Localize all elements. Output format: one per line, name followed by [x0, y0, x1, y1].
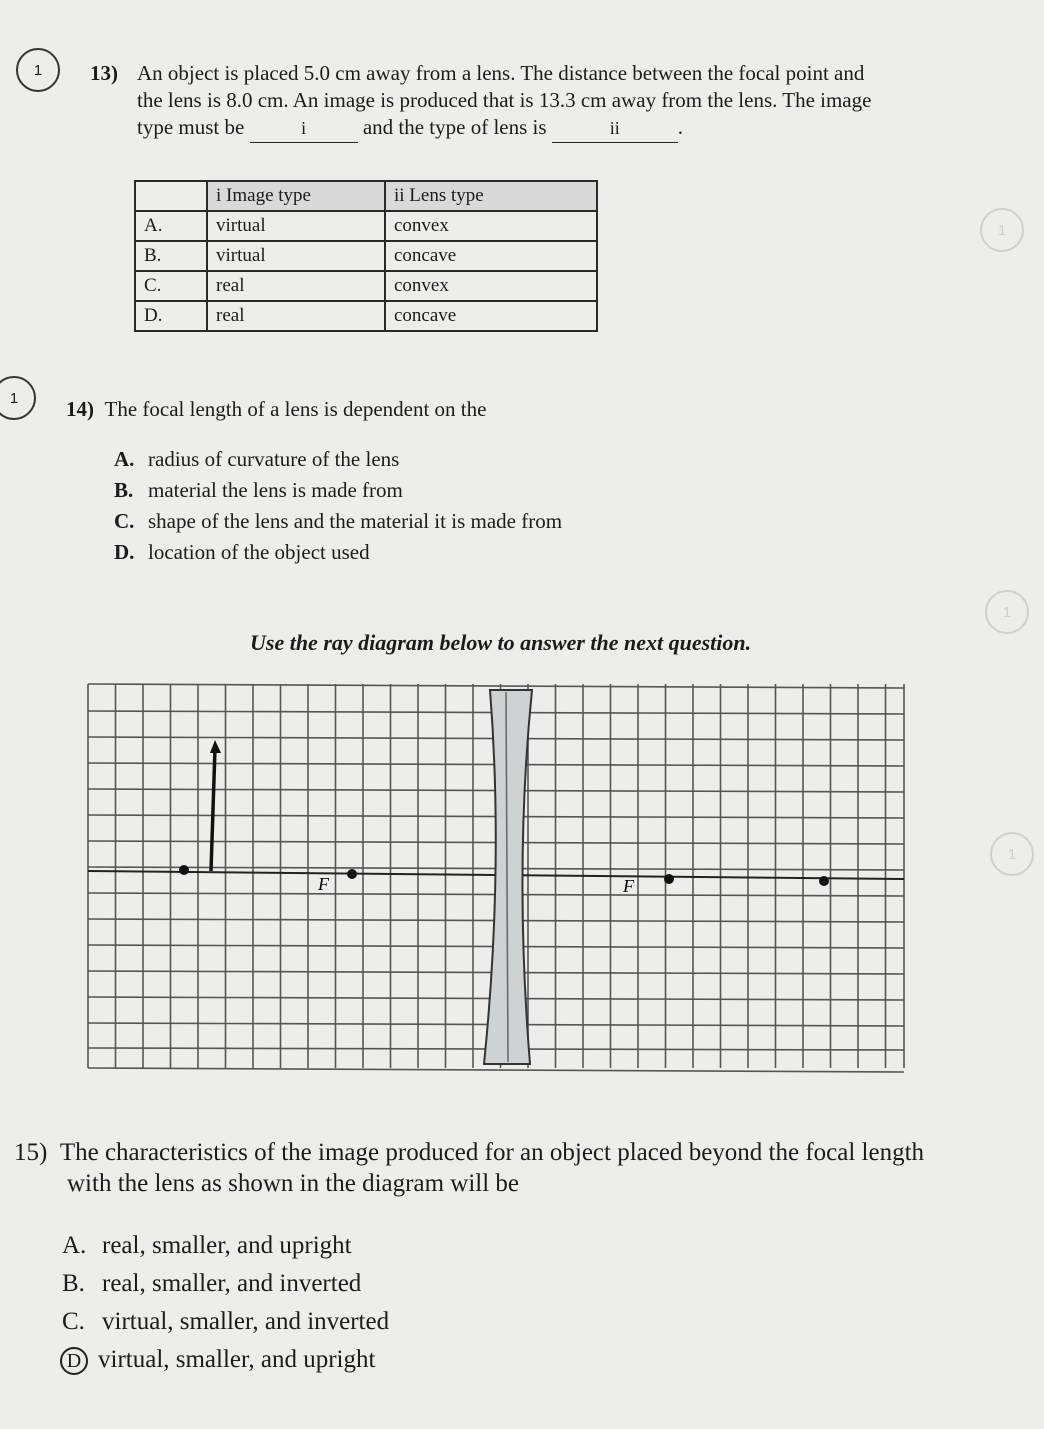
- focal-point-right: [664, 874, 674, 884]
- list-item[interactable]: [114, 537, 562, 568]
- q14-option-letter: D.: [114, 540, 135, 564]
- q13-row-lens: convex: [385, 211, 597, 241]
- q14-options: [114, 444, 562, 568]
- point-2f-left: [179, 865, 189, 875]
- q13-points-circle: 1: [16, 48, 60, 92]
- q14-option-letter: B.: [114, 478, 134, 502]
- focal-point-left: [347, 869, 357, 879]
- q14-option-letter: C.: [114, 509, 135, 533]
- list-item[interactable]: [62, 1265, 389, 1303]
- q13-row-lens: concave: [385, 241, 597, 271]
- q13-number: [90, 60, 118, 87]
- q15-option-letter: C.: [62, 1308, 85, 1335]
- q14-option-text: shape of the lens and the material it is made from: [148, 509, 563, 533]
- q13-blank-i: i: [250, 115, 358, 143]
- q13-row-image: virtual: [207, 211, 385, 241]
- q15-option-text: virtual, smaller, and inverted: [102, 1308, 390, 1335]
- table-row: [135, 211, 597, 241]
- q15-selected-answer-circle: D: [60, 1347, 88, 1375]
- q13-table-corner: [135, 181, 207, 211]
- q15-line2: with the lens as shown in the diagram will be: [67, 1170, 520, 1197]
- list-item[interactable]: [114, 506, 562, 537]
- list-item[interactable]: [62, 1303, 389, 1341]
- q13-row-letter: C.: [135, 271, 207, 301]
- q13-row-letter: B.: [135, 241, 207, 271]
- q15-option-text: real, smaller, and upright: [102, 1232, 352, 1259]
- q14-option-letter: A.: [114, 447, 135, 471]
- q13-blank-ii: ii: [552, 115, 678, 143]
- q13-stem: [137, 60, 967, 143]
- diagram-instruction: Use the ray diagram below to answer the next question.: [250, 630, 752, 655]
- focal-label-left: F: [318, 874, 329, 894]
- bleed-points-circle: 1: [990, 832, 1034, 876]
- q13-table-header: [135, 181, 597, 211]
- q15-options: [62, 1227, 389, 1379]
- q13-line1: An object is placed 5.0 cm away from a lens. The distance between the focal point and: [137, 61, 865, 85]
- bleed-points-circle: 1: [980, 208, 1024, 252]
- q14-option-text: radius of curvature of the lens: [148, 447, 400, 471]
- q13-row-letter: D.: [135, 301, 207, 331]
- q13-row-lens: concave: [385, 301, 597, 331]
- q13-row-lens: convex: [385, 271, 597, 301]
- q14-option-text: location of the object used: [148, 540, 370, 564]
- q15-number: 15): [14, 1139, 48, 1166]
- q15-option-letter: B.: [62, 1270, 85, 1297]
- q13-col-lens-type: ii Lens type: [385, 181, 597, 211]
- q15-line1-row: [14, 1137, 924, 1168]
- q13-row-image: real: [207, 301, 385, 331]
- q13-col-image-type: i Image type: [207, 181, 385, 211]
- q13-line2: the lens is 8.0 cm. An image is produced that is 13.3 cm away from the lens. The image: [137, 88, 872, 112]
- q14-number: 14): [66, 397, 94, 421]
- list-item[interactable]: [62, 1341, 389, 1379]
- q13-line3-a: type must be: [137, 115, 245, 139]
- q13-row-image: real: [207, 271, 385, 301]
- object-arrow: [211, 748, 215, 871]
- q13-answer-table: [134, 180, 598, 332]
- q13-line3-end: .: [677, 115, 684, 139]
- focal-label-right: F: [623, 876, 634, 896]
- list-item[interactable]: [114, 475, 562, 506]
- q13-line3-b: and the type of lens is: [362, 115, 547, 139]
- q14-stem: [66, 396, 486, 423]
- list-item[interactable]: [114, 444, 562, 475]
- q13-number-label: 13): [90, 61, 118, 85]
- list-item[interactable]: [62, 1227, 389, 1265]
- q13-row-letter: A.: [135, 211, 207, 241]
- q14-points-circle: 1: [0, 376, 36, 420]
- q14-option-text: material the lens is made from: [148, 478, 403, 502]
- q15-option-text: virtual, smaller, and upright: [98, 1346, 376, 1373]
- bleed-points-circle: 1: [985, 590, 1029, 634]
- q13-row-image: virtual: [207, 241, 385, 271]
- table-row: [135, 241, 597, 271]
- q15-option-text: real, smaller, and inverted: [102, 1270, 362, 1297]
- table-row: [135, 271, 597, 301]
- point-2f-right: [819, 876, 829, 886]
- q14-stem-text: The focal length of a lens is dependent on the: [104, 397, 487, 421]
- object-arrow-head: [210, 740, 221, 753]
- table-row: [135, 301, 597, 331]
- q15-line1: The characteristics of the image produced for an object placed beyond the focal length: [59, 1139, 925, 1166]
- ray-diagram: [84, 678, 910, 1076]
- q15-option-letter: A.: [62, 1232, 87, 1259]
- q13-line3: [137, 114, 967, 143]
- q15-stem: [14, 1137, 924, 1199]
